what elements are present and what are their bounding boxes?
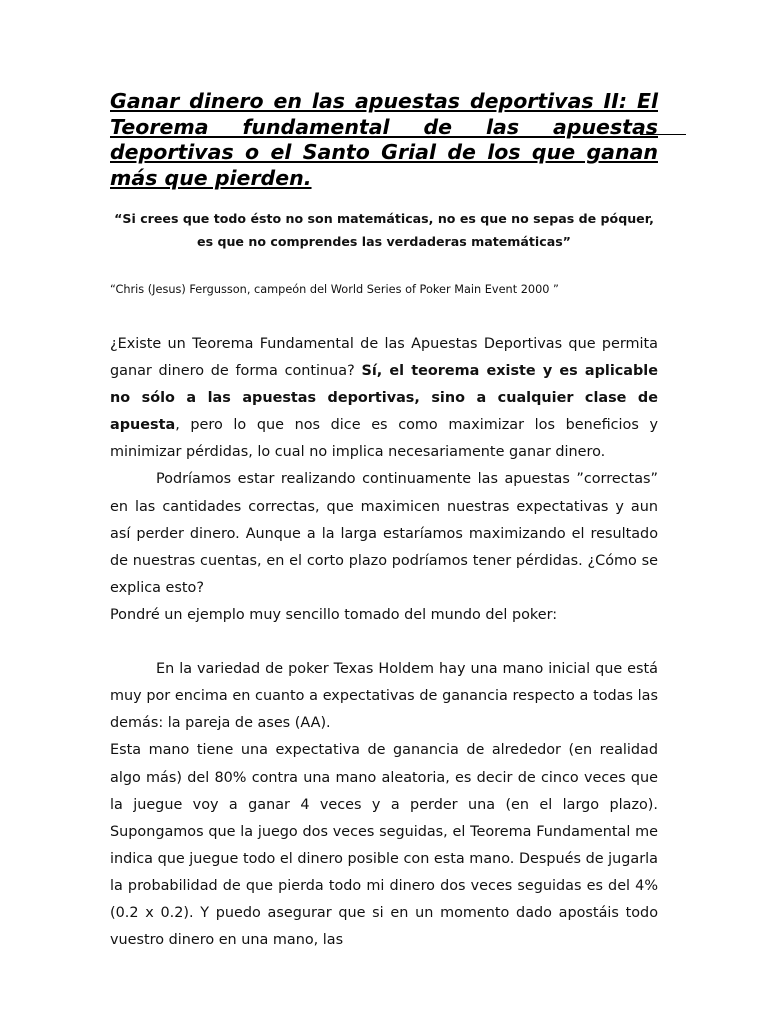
paragraph-1 <box>110 331 658 466</box>
paragraph-4: En la variedad de poker Texas Holdem hay una mano inicial que está muy por encima en cuanto a expectativas de ganancia respecto a todas las demás: la pareja de ases (AA). <box>110 661 658 732</box>
epigraph-line-2: es que no comprendes las verdaderas matemáticas” <box>197 234 571 249</box>
epigraph-quote <box>110 207 658 253</box>
title-underline-extension <box>640 134 686 135</box>
document-title: Ganar dinero en las apuestas deportivas II: El Teorema fundamental de las apuestas deportivas o el Santo Grial de los que ganan más que pierden. <box>110 89 658 190</box>
paragraph-5: Esta mano tiene una expectativa de ganancia de alrededor (en realidad algo más) del 80% contra una mano aleatoria, es decir de cinco veces que la juegue voy a ganar 4 veces y a perder una (en el largo plazo). Supongamos que la juego dos veces seguidas, el Teorema Fundamental me indica que juegue todo el dinero posible con esta mano. Después de jugarla la probabilidad de que pierda todo mi dinero dos veces seguidas es del 4% (0.2 x 0.2). Y puedo asegurar que si en un momento dado apostáis todo vuestro dinero en una mano, las <box>110 742 658 949</box>
body-text <box>110 331 658 954</box>
paragraph-3: Pondré un ejemplo muy sencillo tomado del mundo del poker: <box>110 606 558 623</box>
paragraph-1-rest: , pero lo que nos dice es como maximizar los beneficios y minimizar pérdidas, lo cual no implica necesariamente ganar dinero. <box>110 417 658 461</box>
paragraph-2: Podríamos estar realizando continuamente las apuestas ”correctas” en las cantidades correctas, que maximicen nuestras expectativas y aun así perder dinero. Aunque a la larga estaríamos maximizando el resultado de nuestras cuentas, en el corto plazo podríamos tener pérdidas. ¿Cómo se explica esto? <box>110 471 658 596</box>
paragraph-1-intro: ¿Existe un Teorema Fundamental de las Apuestas Deportivas que permita ganar dinero de forma continua? <box>110 336 658 380</box>
epigraph-attribution: “Chris (Jesus) Fergusson, campeón del World Series of Poker Main Event 2000 ” <box>110 283 559 296</box>
paragraph-1-emphasis: Sí, el teorema existe y es aplicable no sólo a las apuestas deportivas, sino a cualquier clase de apuesta <box>110 363 658 434</box>
epigraph-line-1: “Si crees que todo ésto no son matemáticas, no es que no sepas de póquer, <box>114 211 654 226</box>
paragraph-spacer <box>110 629 658 656</box>
